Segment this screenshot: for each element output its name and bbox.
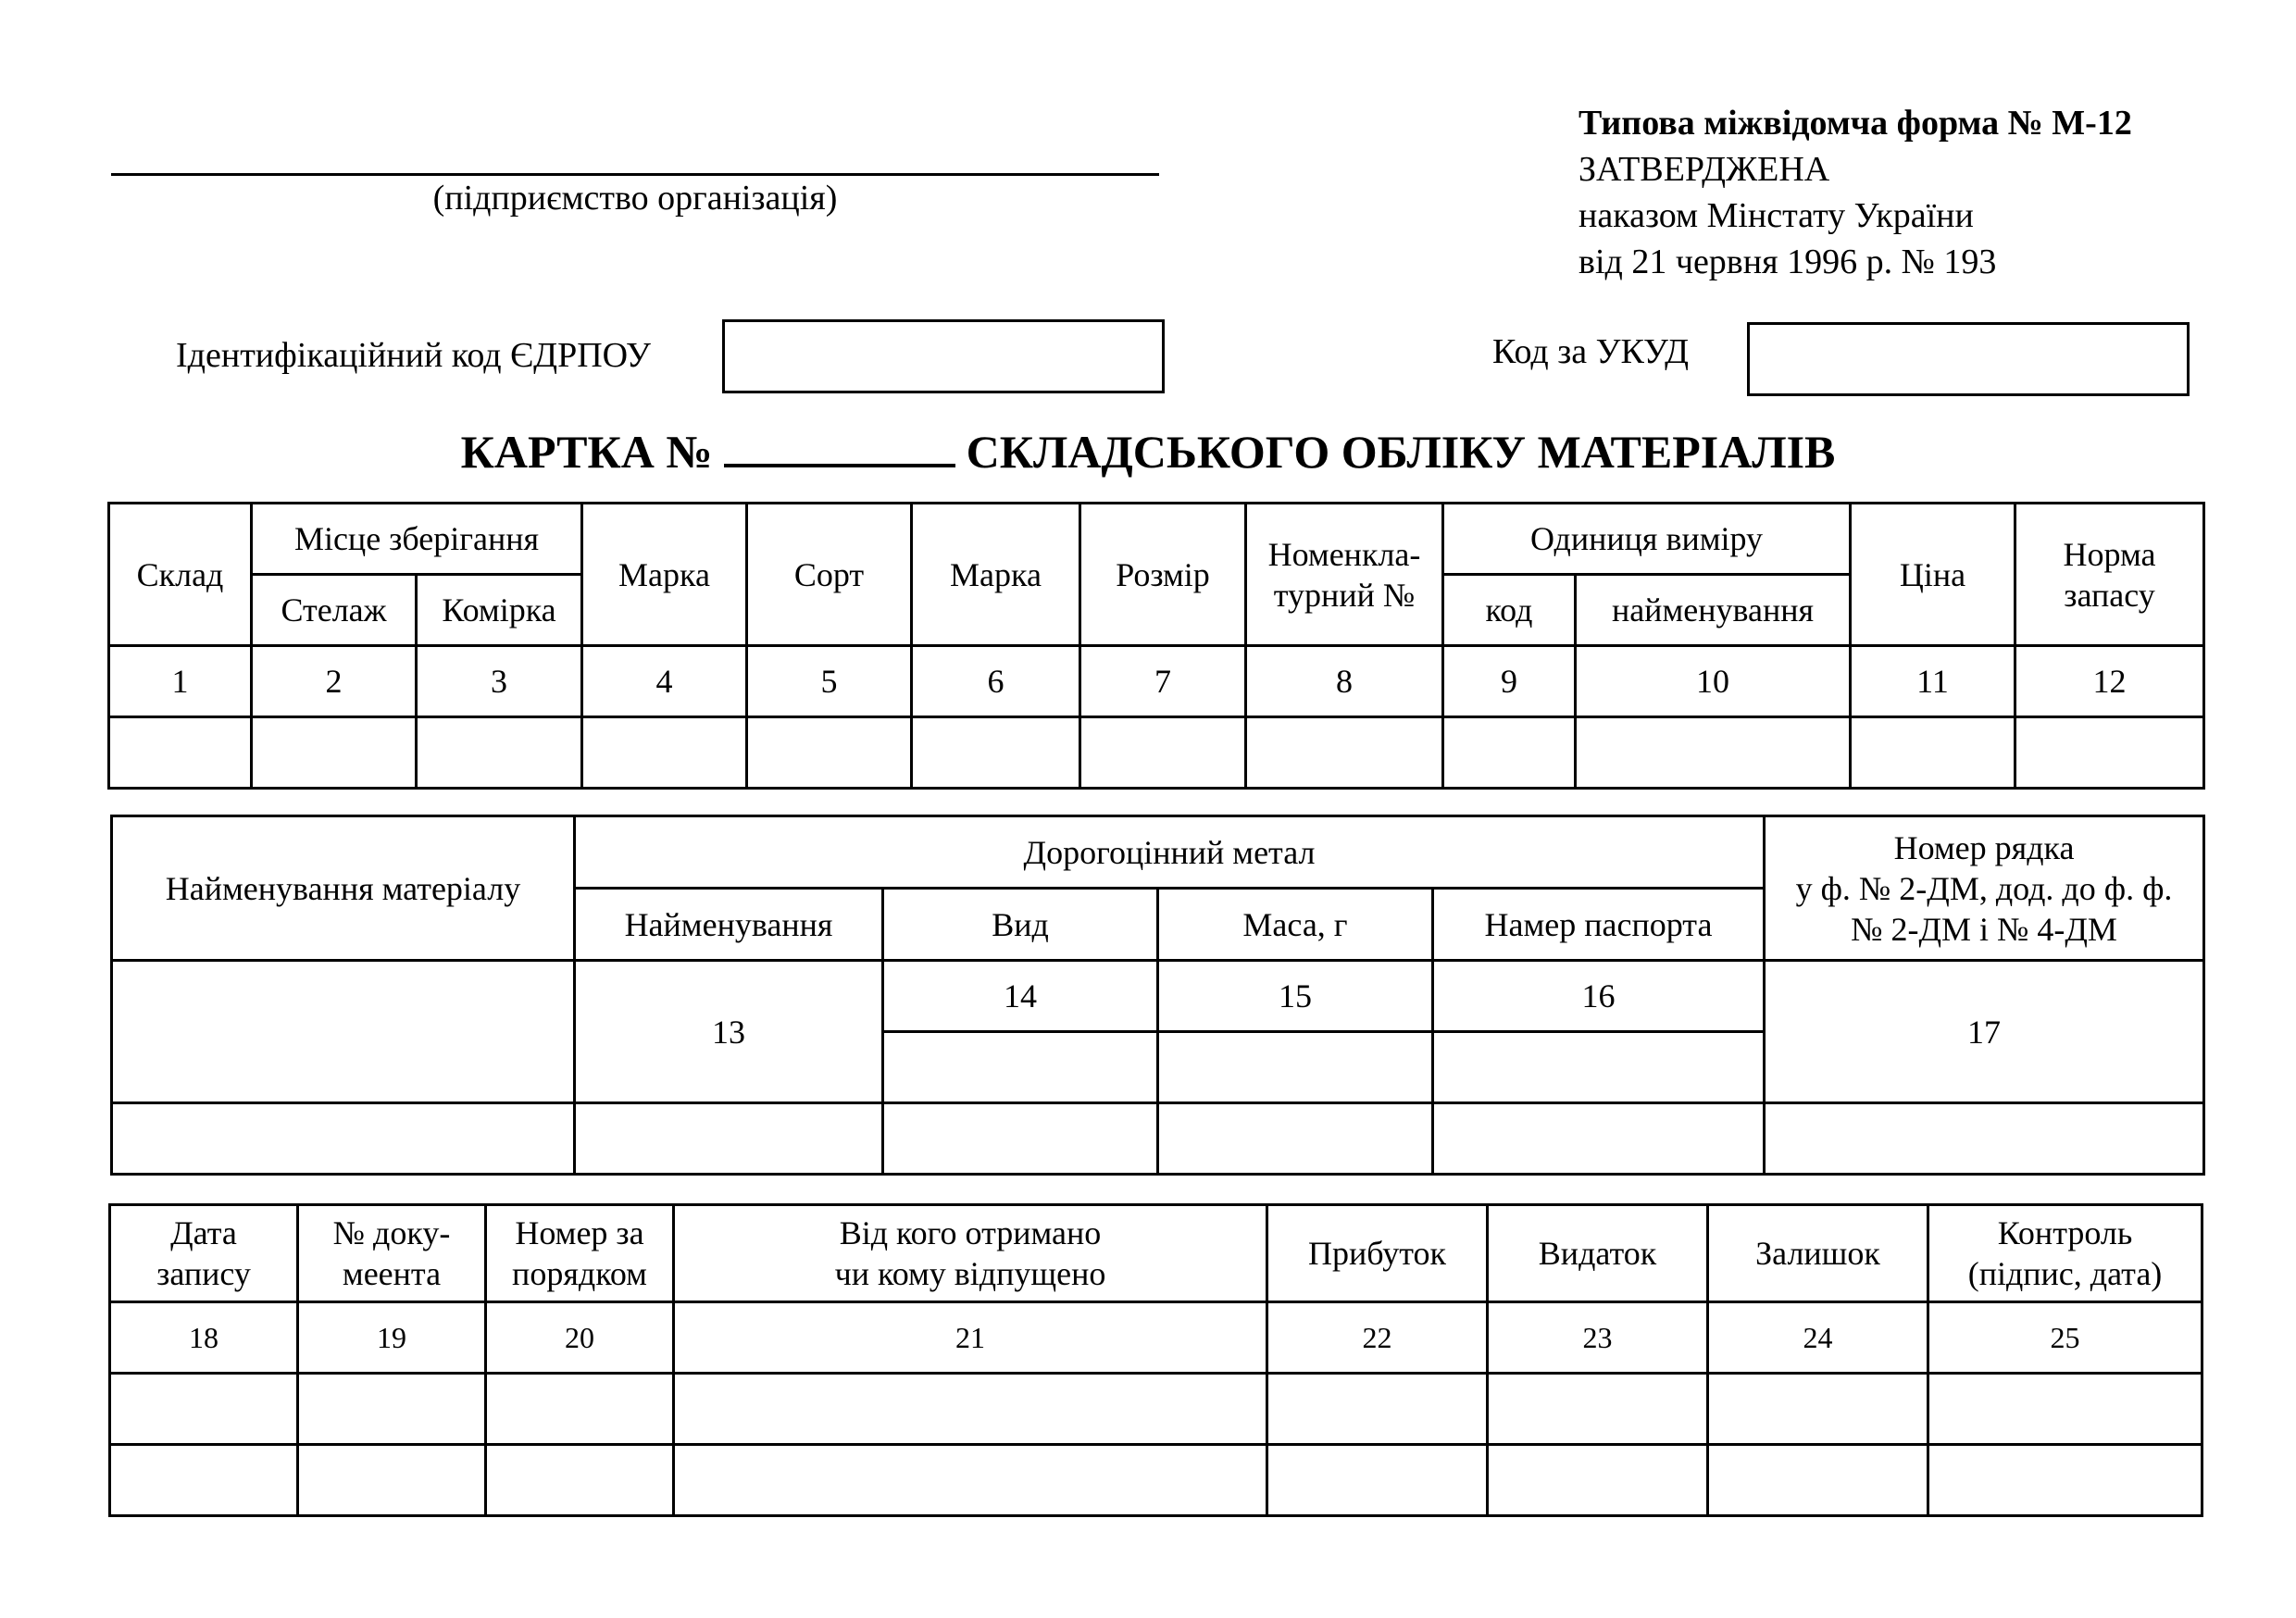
col-nomenklatura-line2: турний №	[1273, 576, 1416, 614]
organization-line[interactable]	[111, 173, 1159, 176]
col-vid-kogo	[674, 1205, 1267, 1302]
table-precious-metal	[110, 815, 2205, 1176]
data-cell[interactable]	[883, 1032, 1158, 1103]
col-number: 12	[2015, 646, 2204, 717]
data-cell[interactable]	[1928, 1445, 2202, 1516]
data-cell[interactable]	[1708, 1374, 1928, 1445]
col-nomenklatura	[1246, 504, 1443, 646]
col-number: 21	[674, 1302, 1267, 1374]
col-naimenuvannia: найменування	[1576, 575, 1851, 646]
data-cell[interactable]	[109, 717, 252, 789]
col-nomenklatura-line1: Номенкла-	[1267, 535, 1421, 573]
col-odynytsia: Одиниця виміру	[1443, 504, 1851, 575]
col-norma	[2015, 504, 2204, 646]
data-cell[interactable]	[252, 717, 417, 789]
col-number: 13	[575, 961, 883, 1103]
col-number: 4	[582, 646, 747, 717]
data-cell[interactable]	[1433, 1032, 1765, 1103]
col-number: 18	[110, 1302, 298, 1374]
col-vid-kogo-line1: Від кого отримано	[839, 1214, 1102, 1251]
edrpou-label: Ідентифікаційний код ЄДРПОУ	[176, 336, 651, 375]
col-number: 11	[1851, 646, 2015, 717]
col-sklad: Склад	[109, 504, 252, 646]
data-cell[interactable]	[883, 1103, 1158, 1175]
order-label: наказом Мінстату України	[1578, 196, 1974, 235]
col-prybutok: Прибуток	[1267, 1205, 1488, 1302]
table-movements	[108, 1203, 2203, 1517]
data-cell[interactable]	[1928, 1374, 2202, 1445]
col-norma-line2: запасу	[2064, 576, 2155, 614]
col-number: 2	[252, 646, 417, 717]
table-row	[110, 1374, 2202, 1445]
col-metal-pasport: Намер паспорта	[1433, 889, 1765, 961]
data-cell[interactable]	[1267, 1445, 1488, 1516]
col-number: 6	[912, 646, 1080, 717]
col-nomer-riadka	[1765, 816, 2204, 961]
data-cell[interactable]	[674, 1374, 1267, 1445]
col-number: 14	[883, 961, 1158, 1032]
col-rozmir: Розмір	[1080, 504, 1246, 646]
data-cell[interactable]	[912, 717, 1080, 789]
data-cell[interactable]	[1851, 717, 2015, 789]
col-number: 9	[1443, 646, 1576, 717]
col-nomer-poriadok	[486, 1205, 674, 1302]
data-cell[interactable]	[575, 1103, 883, 1175]
data-cell[interactable]	[1158, 1103, 1433, 1175]
data-cell[interactable]	[417, 717, 582, 789]
table-row	[109, 717, 2204, 789]
ukud-input[interactable]	[1747, 322, 2190, 396]
col-data-zapysu-line1: Дата	[170, 1214, 237, 1251]
card-number-field[interactable]	[724, 421, 955, 467]
col-stelazh: Стелаж	[252, 575, 417, 646]
data-cell[interactable]	[1708, 1445, 1928, 1516]
col-kod: код	[1443, 575, 1576, 646]
approved-label: ЗАТВЕРДЖЕНА	[1578, 150, 1830, 189]
col-misce: Місце зберігання	[252, 504, 582, 575]
data-cell[interactable]	[582, 717, 747, 789]
col-number: 22	[1267, 1302, 1488, 1374]
col-norma-line1: Норма	[2063, 535, 2156, 573]
col-data-zapysu	[110, 1205, 298, 1302]
col-vid-kogo-line2: чи кому відпущено	[834, 1255, 1106, 1292]
col-number: 19	[298, 1302, 486, 1374]
col-metal-masa: Маса, г	[1158, 889, 1433, 961]
organization-caption: (підприємство організація)	[432, 179, 838, 218]
data-cell[interactable]	[298, 1445, 486, 1516]
col-number: 1	[109, 646, 252, 717]
data-cell[interactable]	[1443, 717, 1576, 789]
col-nomer-poriadok-line2: порядком	[512, 1255, 647, 1292]
col-number: 16	[1433, 961, 1765, 1032]
col-number: 25	[1928, 1302, 2202, 1374]
col-number: 24	[1708, 1302, 1928, 1374]
col-kontrol-line2: (підпис, дата)	[1967, 1255, 2163, 1292]
table-storage	[107, 502, 2205, 790]
data-cell[interactable]	[486, 1445, 674, 1516]
col-number: 3	[417, 646, 582, 717]
data-cell[interactable]	[112, 1103, 575, 1175]
col-number: 17	[1765, 961, 2204, 1103]
edrpou-input[interactable]	[722, 319, 1165, 393]
data-cell[interactable]	[747, 717, 912, 789]
col-nomer-riadka-line2: у ф. № 2-ДМ, дод. до ф. ф.	[1795, 869, 2173, 907]
col-metal-vyd: Вид	[883, 889, 1158, 961]
table-row	[112, 1103, 2204, 1175]
data-cell[interactable]	[110, 1374, 298, 1445]
col-nomer-riadka-line1: Номер рядка	[1893, 828, 2075, 866]
data-cell[interactable]	[1488, 1445, 1708, 1516]
col-zalyshok: Залишок	[1708, 1205, 1928, 1302]
col-kontrol	[1928, 1205, 2202, 1302]
data-cell[interactable]	[1246, 717, 1443, 789]
col-nomer-doc	[298, 1205, 486, 1302]
data-cell[interactable]	[1080, 717, 1246, 789]
col-nomer-doc-line1: № доку-	[332, 1214, 451, 1251]
card-title	[0, 421, 2296, 479]
col-naim-material: Найменування матеріалу	[112, 816, 575, 961]
data-cell[interactable]	[674, 1445, 1267, 1516]
col-kontrol-line1: Контроль	[1997, 1214, 2133, 1251]
col-number: 20	[486, 1302, 674, 1374]
col-number: 10	[1576, 646, 1851, 717]
col-metal-naimenuvannia: Найменування	[575, 889, 883, 961]
card-title-suffix: СКЛАДСЬКОГО ОБЛІКУ МАТЕРІАЛІВ	[966, 426, 1836, 478]
col-marka-1: Марка	[582, 504, 747, 646]
col-number: 8	[1246, 646, 1443, 717]
data-cell[interactable]	[1765, 1103, 2204, 1175]
data-cell[interactable]	[1433, 1103, 1765, 1175]
data-cell[interactable]	[1576, 717, 1851, 789]
col-number: 23	[1488, 1302, 1708, 1374]
data-cell[interactable]	[110, 1445, 298, 1516]
col-nomer-poriadok-line1: Номер за	[515, 1214, 644, 1251]
card-title-prefix: КАРТКА №	[460, 426, 713, 478]
col-nomer-doc-line2: меента	[342, 1255, 442, 1292]
col-nomer-riadka-line3: № 2-ДМ і № 4-ДМ	[1851, 910, 2117, 948]
data-cell[interactable]	[1267, 1374, 1488, 1445]
approval-stamp	[1578, 100, 2132, 285]
col-data-zapysu-line2: запису	[156, 1255, 251, 1292]
col-komirka: Комірка	[417, 575, 582, 646]
col-marka-2: Марка	[912, 504, 1080, 646]
col-number: 15	[1158, 961, 1433, 1032]
ukud-label: Код за УКУД	[1492, 332, 1690, 371]
col-dorog-metal: Дорогоцінний метал	[575, 816, 1765, 889]
data-cell[interactable]	[486, 1374, 674, 1445]
data-cell[interactable]	[2015, 717, 2204, 789]
table-row	[110, 1445, 2202, 1516]
col-cina: Ціна	[1851, 504, 2015, 646]
form-title: Типова міжвідомча форма № М-12	[1578, 104, 2132, 143]
data-cell[interactable]	[298, 1374, 486, 1445]
col-sort: Сорт	[747, 504, 912, 646]
order-date: від 21 червня 1996 р. № 193	[1578, 243, 1997, 281]
col-number: 5	[747, 646, 912, 717]
data-cell[interactable]	[1488, 1374, 1708, 1445]
col-number: 7	[1080, 646, 1246, 717]
data-cell[interactable]	[112, 961, 575, 1103]
data-cell[interactable]	[1158, 1032, 1433, 1103]
col-vydatok: Видаток	[1488, 1205, 1708, 1302]
